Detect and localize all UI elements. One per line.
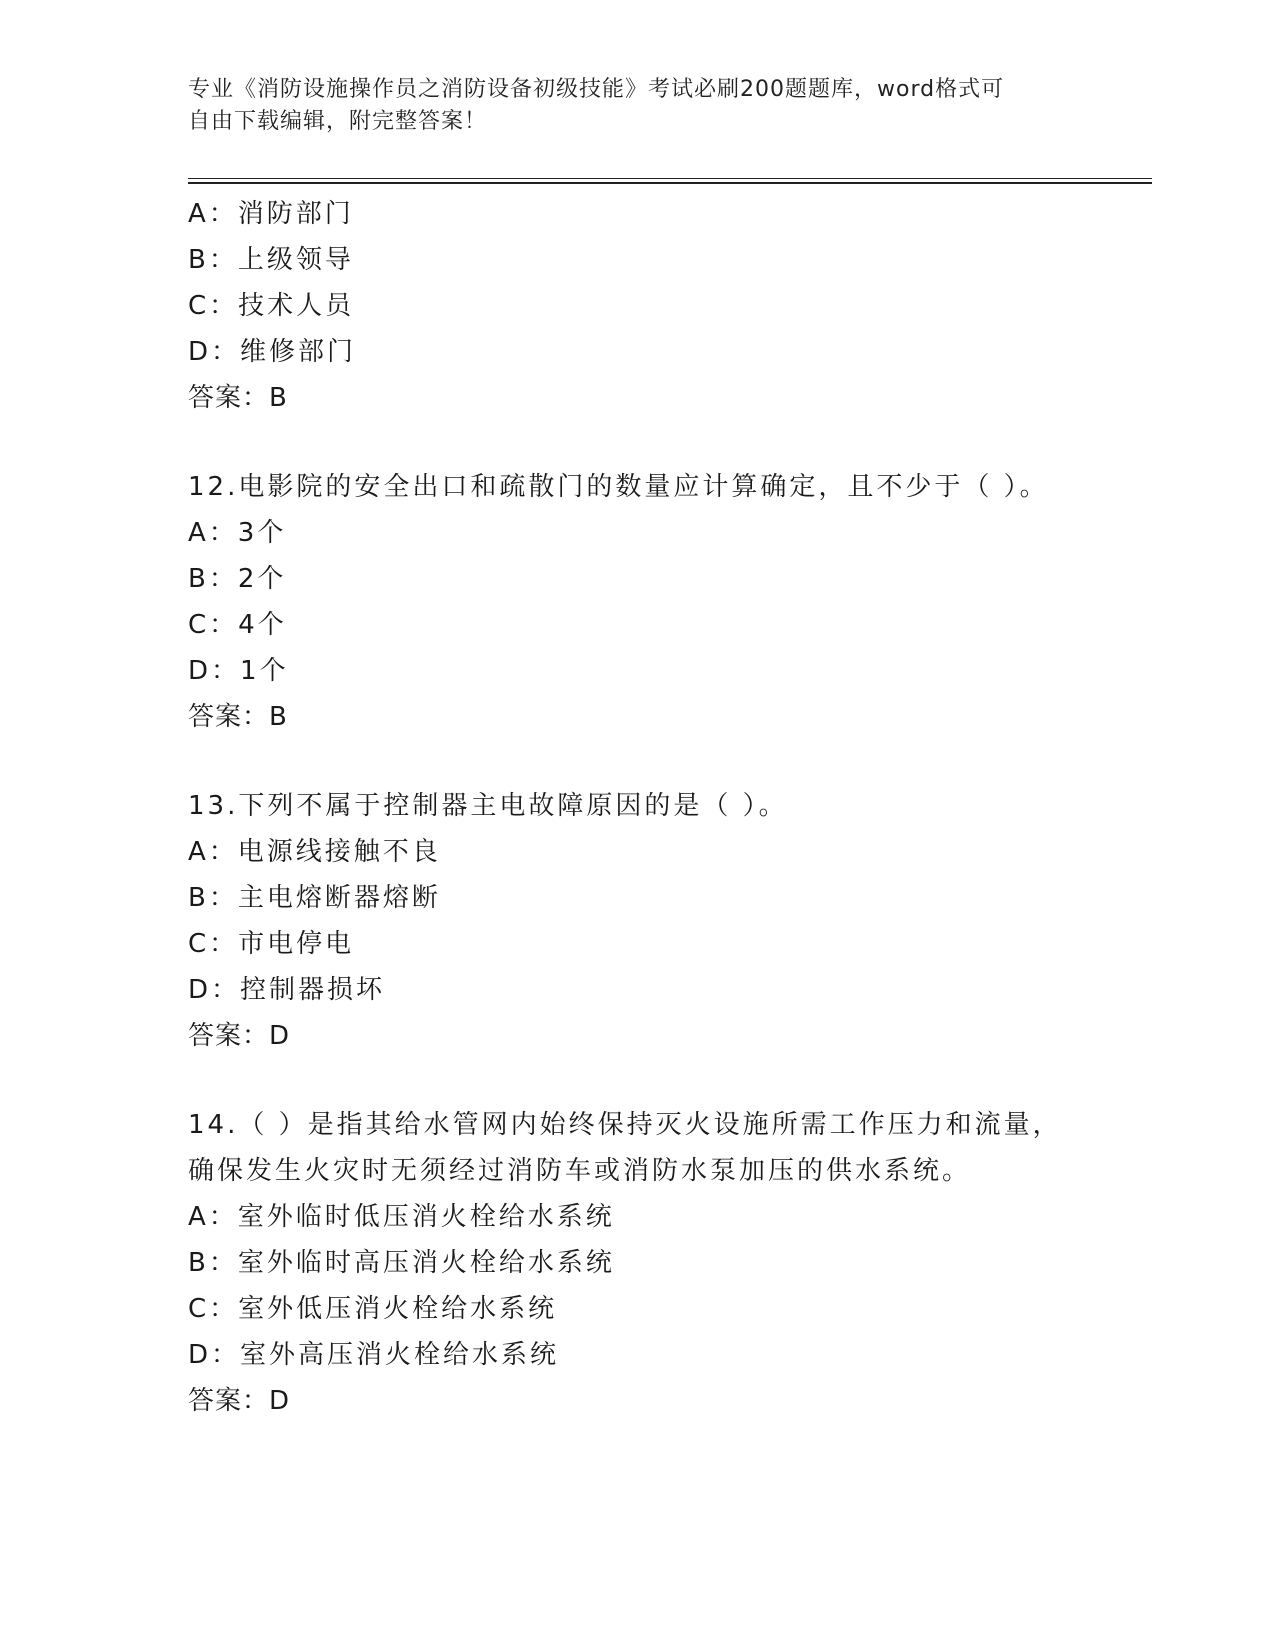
- question-stem-line-1: 14.（ ）是指其给水管网内始终保持灭火设施所需工作压力和流量，: [188, 1110, 1062, 1140]
- option-c: C：室外低压消火栓给水系统: [188, 1294, 558, 1324]
- question-12: [188, 464, 1088, 740]
- question-13: [188, 783, 1088, 1059]
- header-line-2: 自由下载编辑，附完整答案！: [188, 109, 488, 134]
- option-b: B：主电熔断器熔断: [188, 883, 441, 913]
- question-stem-line-2: 确保发生火灾时无须经过消防车或消防水泵加压的供水系统。: [188, 1156, 972, 1186]
- option-b: B：上级领导: [188, 245, 354, 275]
- answer: 答案：B: [188, 383, 288, 413]
- option-a: A：3个: [188, 518, 287, 548]
- header-line-1: 专业《消防设施操作员之消防设备初级技能》考试必刷200题题库，word格式可: [188, 77, 1005, 102]
- option-a: A：室外临时低压消火栓给水系统: [188, 1202, 615, 1232]
- question-stem: 13.下列不属于控制器主电故障原因的是（ ）。: [188, 791, 788, 821]
- option-c: C：市电停电: [188, 929, 355, 959]
- answer: 答案：D: [188, 1386, 291, 1416]
- option-c: C：4个: [188, 610, 287, 640]
- answer: 答案：D: [188, 1021, 291, 1051]
- header-divider: [188, 178, 1152, 184]
- option-d: D：维修部门: [188, 337, 357, 367]
- option-a: A：消防部门: [188, 199, 354, 229]
- option-b: B：2个: [188, 564, 287, 594]
- option-d: D：室外高压消火栓给水系统: [188, 1340, 560, 1370]
- question-11: [188, 191, 1088, 421]
- option-d: D：控制器损坏: [188, 975, 386, 1005]
- question-14: [188, 1102, 1088, 1424]
- question-stem: 12.电影院的安全出口和疏散门的数量应计算确定，且不少于（ ）。: [188, 472, 1049, 502]
- document-header: [188, 74, 1088, 138]
- question-list: [188, 191, 1088, 1424]
- option-d: D：1个: [188, 656, 289, 686]
- option-b: B：室外临时高压消火栓给水系统: [188, 1248, 615, 1278]
- answer: 答案：B: [188, 702, 288, 732]
- option-c: C：技术人员: [188, 291, 355, 321]
- option-a: A：电源线接触不良: [188, 837, 441, 867]
